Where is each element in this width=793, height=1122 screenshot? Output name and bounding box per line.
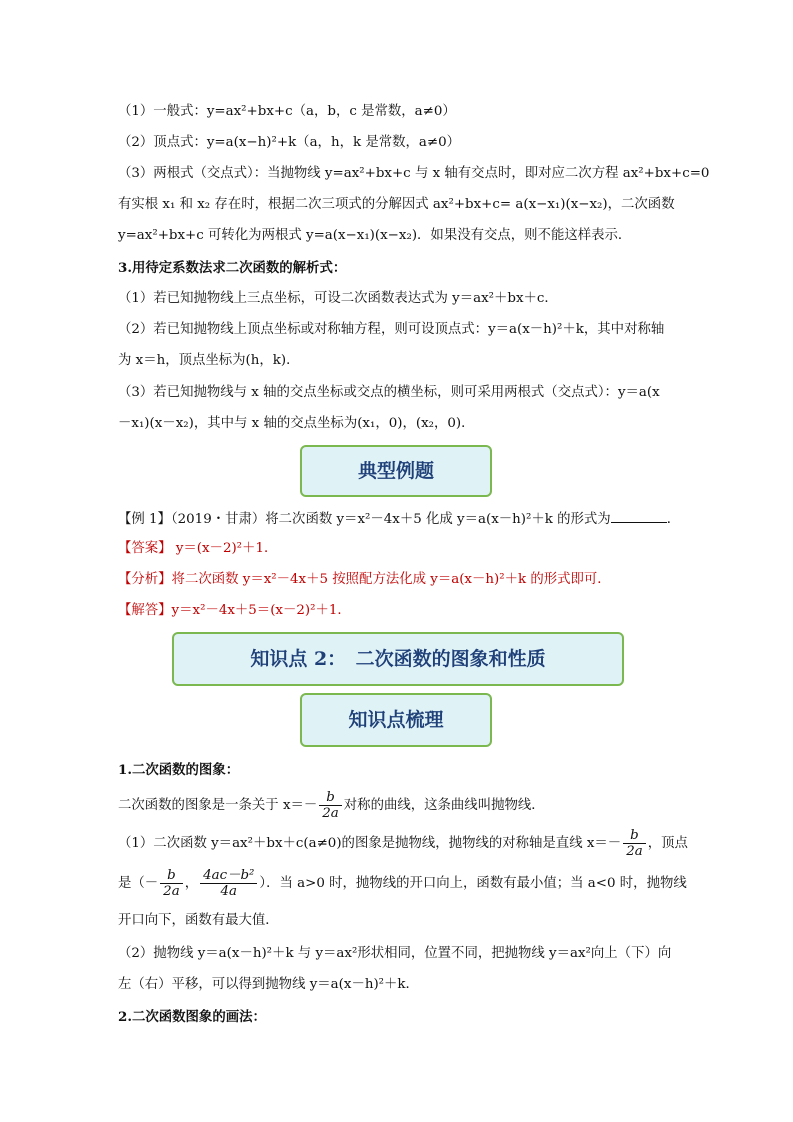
- general-form-line: （1）一般式：y=ax²+bx+c（a，b，c 是常数，a≠0）: [118, 104, 456, 119]
- method-line-3: 为 x＝h，顶点坐标为(h，k)．: [118, 353, 300, 368]
- graph-line-1-start: 二次函数的图象是一条关于 x＝－: [118, 798, 318, 813]
- drawing-heading: 2.二次函数图象的画法：: [118, 1009, 266, 1025]
- two-root-form-line: （3）两根式（交点式）：当抛物线 y=ax²+bx+c 与 x 轴有交点时，即对应二次方程 ax²+bx+c=0: [118, 166, 710, 181]
- vertex-form-line: （2）顶点式：y=a(x−h)²+k（a，h，k 是常数，a≠0）: [118, 135, 461, 150]
- two-root-form-line-2: 有实根 x₁ 和 x₂ 存在时，根据二次三项式的分解因式 ax²+bx+c= a(x−x₁)(x−x₂)，二次函数: [118, 197, 675, 212]
- fraction-numerator: b: [623, 828, 646, 844]
- graph-line-3: [118, 866, 687, 902]
- graph-line-1-end: 对称的曲线，这条曲线叫抛物线．: [343, 798, 545, 813]
- example-analysis: 【分析】将二次函数 y＝x²－4x＋5 按照配方法化成 y＝a(x－h)²＋k 的形式即可．: [118, 572, 611, 587]
- fraction-numerator: 4ac－b²: [200, 868, 257, 884]
- answer-blank: [611, 508, 667, 523]
- example-question-end: ．: [666, 512, 681, 527]
- graph-line-2-end: ，顶点: [647, 836, 688, 851]
- example-solution: 【解答】y＝x²－4x＋5＝(x－2)²＋1．: [118, 603, 351, 618]
- graph-line-2-start: （1）二次函数 y＝ax²＋bx＋c(a≠0)的图象是抛物线，抛物线的对称轴是直线 x＝－: [118, 836, 622, 851]
- fraction-b-over-2a: [319, 790, 342, 821]
- fraction-numerator: b: [319, 790, 342, 806]
- graph-line-3-end: ）．当 a>0 时，抛物线的开口向上，函数有最小值；当 a<0 时，抛物线: [259, 876, 687, 891]
- fraction-b-over-2a: [160, 868, 183, 899]
- vertex-separator: ，: [184, 876, 199, 891]
- fraction-denominator: 2a: [163, 884, 180, 899]
- graph-line-3-start: 是（－: [118, 876, 159, 891]
- fraction-numerator: b: [160, 868, 183, 884]
- two-root-form-line-3: y=ax²+bx+c 可转化为两根式 y=a(x−x₁)(x−x₂)．如果没有交点，则不能这样表示．: [118, 228, 632, 243]
- section-3-heading: 3.用待定系数法求二次函数的解析式：: [118, 260, 347, 276]
- method-line-5: －x₁)(x－x₂)，其中与 x 轴的交点坐标为(x₁，0)，(x₂，0)．: [118, 416, 475, 431]
- method-line-1: （1）若已知抛物线上三点坐标，可设二次函数表达式为 y＝ax²＋bx＋c．: [118, 291, 558, 306]
- fraction-vertex-y: [200, 868, 257, 899]
- fraction-denominator: 2a: [626, 844, 643, 859]
- fraction-b-over-2a: [623, 828, 646, 859]
- fraction-denominator: 2a: [322, 806, 339, 821]
- knowledge-summary-box: 知识点梳理: [300, 693, 492, 747]
- graph-line-1: [118, 788, 545, 824]
- typical-examples-box: 典型例题: [300, 445, 492, 497]
- example-question-text: 【例 1】（2019・甘肃）将二次函数 y＝x²－4x＋5 化成 y＝a(x－h)²＋k 的形式为: [118, 512, 611, 527]
- graph-line-4: 开口向下，函数有最大值．: [118, 913, 279, 928]
- example-question: [118, 508, 680, 530]
- graph-line-6: 左（右）平移，可以得到抛物线 y＝a(x－h)²＋k．: [118, 977, 419, 992]
- method-line-2: （2）若已知抛物线上顶点坐标或对称轴方程，则可设顶点式：y＝a(x－h)²＋k，其中对称轴: [118, 322, 665, 337]
- graph-line-2: [118, 826, 688, 862]
- graph-line-5: （2）抛物线 y＝a(x－h)²＋k 与 y＝ax²形状相同，位置不同，把抛物线 y＝ax²向上（下）向: [118, 946, 672, 961]
- knowledge-point-2-box: 知识点 2： 二次函数的图象和性质: [172, 632, 624, 686]
- example-answer: 【答案】 y＝(x－2)²＋1．: [118, 541, 278, 556]
- method-line-4: （3）若已知抛物线与 x 轴的交点坐标或交点的横坐标，则可采用两根式（交点式）：y＝a(x: [118, 385, 660, 400]
- graph-heading: 1.二次函数的图象：: [118, 762, 240, 778]
- fraction-denominator: 4a: [220, 884, 237, 899]
